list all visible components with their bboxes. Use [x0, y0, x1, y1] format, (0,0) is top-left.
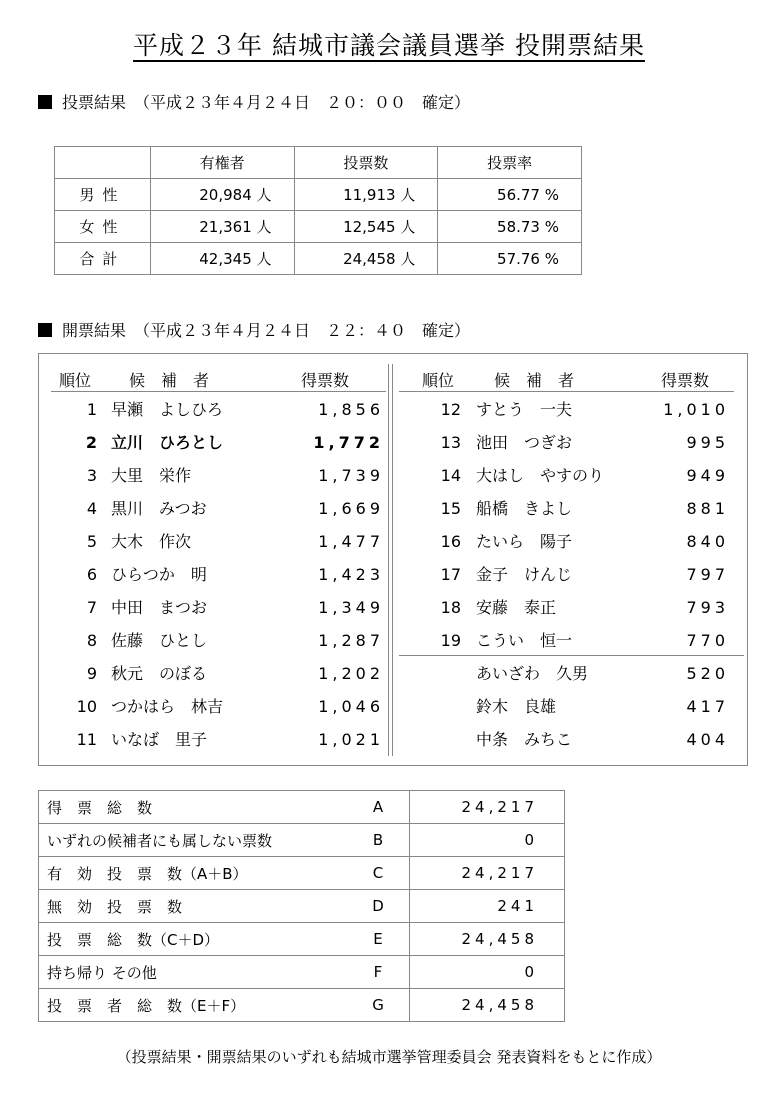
- table-header-row: [55, 147, 582, 179]
- vote-count: 995: [686, 433, 729, 452]
- candidate-name: 黒川 みつお: [111, 499, 207, 518]
- column-header: 投票率: [438, 147, 582, 179]
- summary-code: B: [347, 824, 410, 857]
- row-label: 合計: [55, 243, 151, 275]
- table-row: [55, 179, 582, 211]
- rank-cell: 3: [86, 466, 97, 485]
- candidate-row: [39, 624, 384, 657]
- table-row: [55, 243, 582, 275]
- vote-count: 417: [686, 697, 729, 716]
- rate-cell: 57.76 %: [438, 243, 582, 275]
- vote-section-heading: 投票結果 （平成２３年４月２４日 ２０：００ 確定）: [38, 90, 470, 113]
- candidate-name: ひらつか 明: [111, 565, 207, 584]
- candidate-name: 安藤 泰正: [476, 598, 557, 617]
- rank-cell: 15: [440, 499, 461, 518]
- vote-count: 1,772: [313, 433, 384, 452]
- candidate-name: こうい 恒一: [476, 631, 573, 650]
- candidate-name: つかはら 林吉: [111, 697, 224, 716]
- candidate-row: [39, 393, 384, 426]
- summary-label: 有 効 投 票 数（A＋B）: [39, 857, 348, 890]
- candidate-row: [399, 558, 729, 591]
- candidate-row: [39, 492, 384, 525]
- vote-count: 1,739: [318, 466, 384, 485]
- page-title: 平成２３年 結城市議会議員選挙 投開票結果: [133, 31, 645, 60]
- vote-count: 520: [686, 664, 729, 683]
- rank-cell: 4: [86, 499, 97, 518]
- summary-code: G: [347, 989, 410, 1022]
- candidate-row: [399, 426, 729, 459]
- summary-value: 24,217: [410, 791, 565, 824]
- candidate-row: [399, 525, 729, 558]
- candidate-name: 鈴木 良雄: [476, 697, 557, 716]
- candidate-row: [39, 459, 384, 492]
- rank-cell: 19: [440, 631, 461, 650]
- candidate-row: [39, 426, 384, 459]
- candidate-row: [399, 591, 729, 624]
- rank-cell: 8: [86, 631, 97, 650]
- header-divider: [51, 391, 386, 392]
- vote-count: 840: [686, 532, 729, 551]
- vote-count: 1,477: [318, 532, 384, 551]
- summary-row: [39, 989, 565, 1022]
- votes-header: 得票数: [661, 371, 710, 390]
- vote-count: 881: [686, 499, 729, 518]
- rank-cell: 14: [440, 466, 461, 485]
- rank-cell: 1: [86, 400, 97, 419]
- summary-label: 投 票 総 数（C＋D）: [39, 923, 348, 956]
- square-bullet-icon: [38, 323, 52, 337]
- row-label: 女性: [55, 211, 151, 243]
- rank-cell: 18: [440, 598, 461, 617]
- candidate-row: [39, 690, 384, 723]
- summary-label: 投 票 者 総 数（E＋F）: [39, 989, 348, 1022]
- candidate-row: [399, 690, 729, 723]
- candidate-row: [39, 558, 384, 591]
- table-row: [55, 211, 582, 243]
- rank-header: 順位: [59, 371, 92, 390]
- candidate-name: いなば 里子: [111, 730, 208, 749]
- summary-code: E: [347, 923, 410, 956]
- candidate-name: 中条 みちこ: [476, 730, 573, 749]
- votes-cell: 11,913 人: [294, 179, 438, 211]
- vote-table: [54, 146, 582, 275]
- candidate-row: [39, 657, 384, 690]
- summary-value: 0: [410, 824, 565, 857]
- summary-row: [39, 791, 565, 824]
- candidate-row: [39, 723, 384, 756]
- candidate-row: [39, 525, 384, 558]
- summary-row: [39, 824, 565, 857]
- candidate-header: 候 補 者: [494, 371, 575, 390]
- summary-code: A: [347, 791, 410, 824]
- rank-cell: 17: [440, 565, 461, 584]
- rate-cell: 56.77 %: [438, 179, 582, 211]
- candidate-name: 池田 つぎお: [476, 433, 573, 452]
- summary-code: D: [347, 890, 410, 923]
- vote-count: 797: [686, 565, 729, 584]
- summary-label: 持ち帰り その他: [39, 956, 348, 989]
- electorate-cell: 21,361 人: [150, 211, 294, 243]
- summary-row: [39, 956, 565, 989]
- candidate-row: [399, 492, 729, 525]
- candidate-header: 候 補 者: [129, 371, 210, 390]
- rank-cell: 12: [440, 400, 461, 419]
- rank-cell: 6: [86, 565, 97, 584]
- electorate-cell: 42,345 人: [150, 243, 294, 275]
- candidate-name: 中田 まつお: [111, 598, 208, 617]
- candidate-row: [399, 657, 729, 690]
- vote-count: 1,349: [318, 598, 384, 617]
- column-divider: [388, 364, 393, 756]
- electorate-cell: 20,984 人: [150, 179, 294, 211]
- vote-count: 1,423: [318, 565, 384, 584]
- source-footnote: （投票結果・開票結果のいずれも結城市選挙管理委員会 発表資料をもとに作成）: [116, 1048, 662, 1066]
- summary-table: [38, 790, 565, 1022]
- count-section-heading: 開票結果 （平成２３年４月２４日 ２２：４０ 確定）: [38, 318, 470, 341]
- summary-value: 0: [410, 956, 565, 989]
- candidate-name: 秋元 のぼる: [111, 664, 208, 683]
- summary-value: 24,458: [410, 923, 565, 956]
- summary-value: 24,458: [410, 989, 565, 1022]
- candidate-name: すとう 一夫: [476, 400, 573, 419]
- candidate-row: [399, 459, 729, 492]
- rank-cell: 13: [440, 433, 461, 452]
- column-header: 投票数: [294, 147, 438, 179]
- rank-cell: 11: [76, 730, 97, 749]
- rank-header: 順位: [422, 371, 455, 390]
- vote-count: 1,669: [318, 499, 384, 518]
- summary-label: 得 票 総 数: [39, 791, 348, 824]
- candidate-row: [399, 393, 729, 426]
- vote-count: 1,202: [318, 664, 384, 683]
- column-header: [55, 147, 151, 179]
- vote-count: 1,021: [318, 730, 384, 749]
- vote-count: 793: [686, 598, 729, 617]
- summary-code: F: [347, 956, 410, 989]
- votes-cell: 12,545 人: [294, 211, 438, 243]
- rank-cell: 5: [86, 532, 97, 551]
- square-bullet-icon: [38, 95, 52, 109]
- candidate-row: [399, 624, 729, 657]
- rank-cell: 7: [86, 598, 97, 617]
- summary-row: [39, 923, 565, 956]
- summary-label: いずれの候補者にも属しない票数: [39, 824, 348, 857]
- summary-value: 241: [410, 890, 565, 923]
- candidate-name: 金子 けんじ: [476, 565, 573, 584]
- vote-count: 404: [686, 730, 729, 749]
- candidate-row: [399, 723, 729, 756]
- summary-row: [39, 857, 565, 890]
- vote-count: 1,010: [663, 400, 729, 419]
- rank-cell: 2: [85, 433, 97, 452]
- candidate-name: 船橋 きよし: [476, 499, 573, 518]
- candidate-name: 大はし やすのり: [476, 466, 605, 485]
- rate-cell: 58.73 %: [438, 211, 582, 243]
- candidate-name: 立川 ひろとし: [111, 433, 224, 452]
- candidate-name: あいざわ 久男: [476, 664, 589, 683]
- candidate-name: 大木 作次: [111, 532, 192, 551]
- rank-cell: 16: [440, 532, 461, 551]
- row-label: 男性: [55, 179, 151, 211]
- column-header: 有権者: [150, 147, 294, 179]
- candidate-row: [39, 591, 384, 624]
- count-results-box: [38, 353, 748, 766]
- summary-label: 無 効 投 票 数: [39, 890, 348, 923]
- vote-count: 1,287: [318, 631, 384, 650]
- candidate-name: たいら 陽子: [476, 532, 573, 551]
- summary-row: [39, 890, 565, 923]
- votes-cell: 24,458 人: [294, 243, 438, 275]
- vote-count: 1,856: [318, 400, 384, 419]
- vote-count: 1,046: [318, 697, 384, 716]
- rank-cell: 10: [76, 697, 97, 716]
- candidate-name: 大里 栄作: [111, 466, 192, 485]
- summary-value: 24,217: [410, 857, 565, 890]
- votes-header: 得票数: [301, 371, 350, 390]
- candidate-name: 佐藤 ひとし: [111, 631, 208, 650]
- vote-count: 949: [686, 466, 729, 485]
- header-divider: [399, 391, 734, 392]
- candidate-name: 早瀬 よしひろ: [111, 400, 224, 419]
- vote-count: 770: [686, 631, 729, 650]
- summary-code: C: [347, 857, 410, 890]
- rank-cell: 9: [86, 664, 97, 683]
